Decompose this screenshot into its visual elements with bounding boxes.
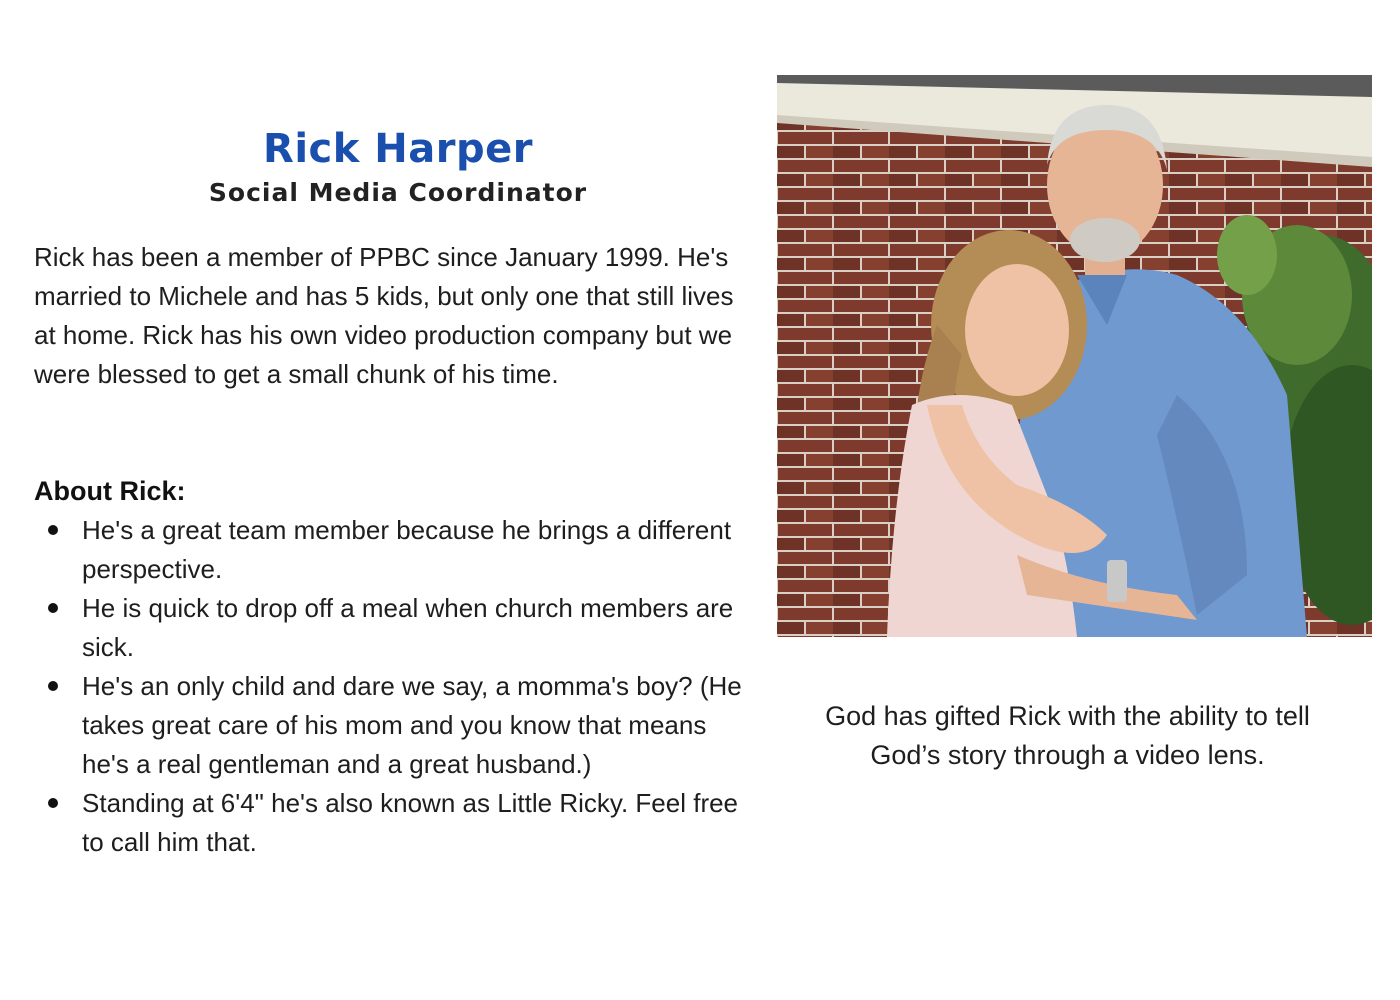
profile-role: Social Media Coordinator (208, 178, 588, 207)
bullet-icon (48, 798, 58, 808)
profile-name: Rick Harper (263, 126, 533, 172)
bullet-icon (48, 603, 58, 613)
couple-photo-illustration (777, 75, 1372, 637)
list-item-text: He's an only child and dare we say, a momma's boy? (He takes great care of his mom and you know that means he's a real gentleman and a great husband.) (82, 671, 742, 779)
list-item-text: He's a great team member because he brings a different perspective. (82, 515, 732, 584)
list-item (34, 511, 754, 589)
about-list (34, 511, 754, 862)
profile-bio: Rick has been a member of PPBC since January 1999. He's married to Michele and has 5 kids, but only one that still lives at home. Rick has his own video production company but we were blessed to get a small chunk of his time. (34, 242, 734, 389)
list-item (34, 784, 754, 862)
photo-caption: God has gifted Rick with the ability to tell God’s story through a video lens. (825, 701, 1310, 770)
bullet-icon (48, 525, 58, 535)
bullet-icon (48, 681, 58, 691)
list-item-text: Standing at 6'4" he's also known as Little Ricky. Feel free to call him that. (82, 788, 739, 857)
list-item (34, 667, 754, 784)
list-item (34, 589, 754, 667)
couple-photo (777, 75, 1372, 637)
about-heading: About Rick: (34, 476, 186, 506)
list-item-text: He is quick to drop off a meal when church members are sick. (82, 593, 734, 662)
